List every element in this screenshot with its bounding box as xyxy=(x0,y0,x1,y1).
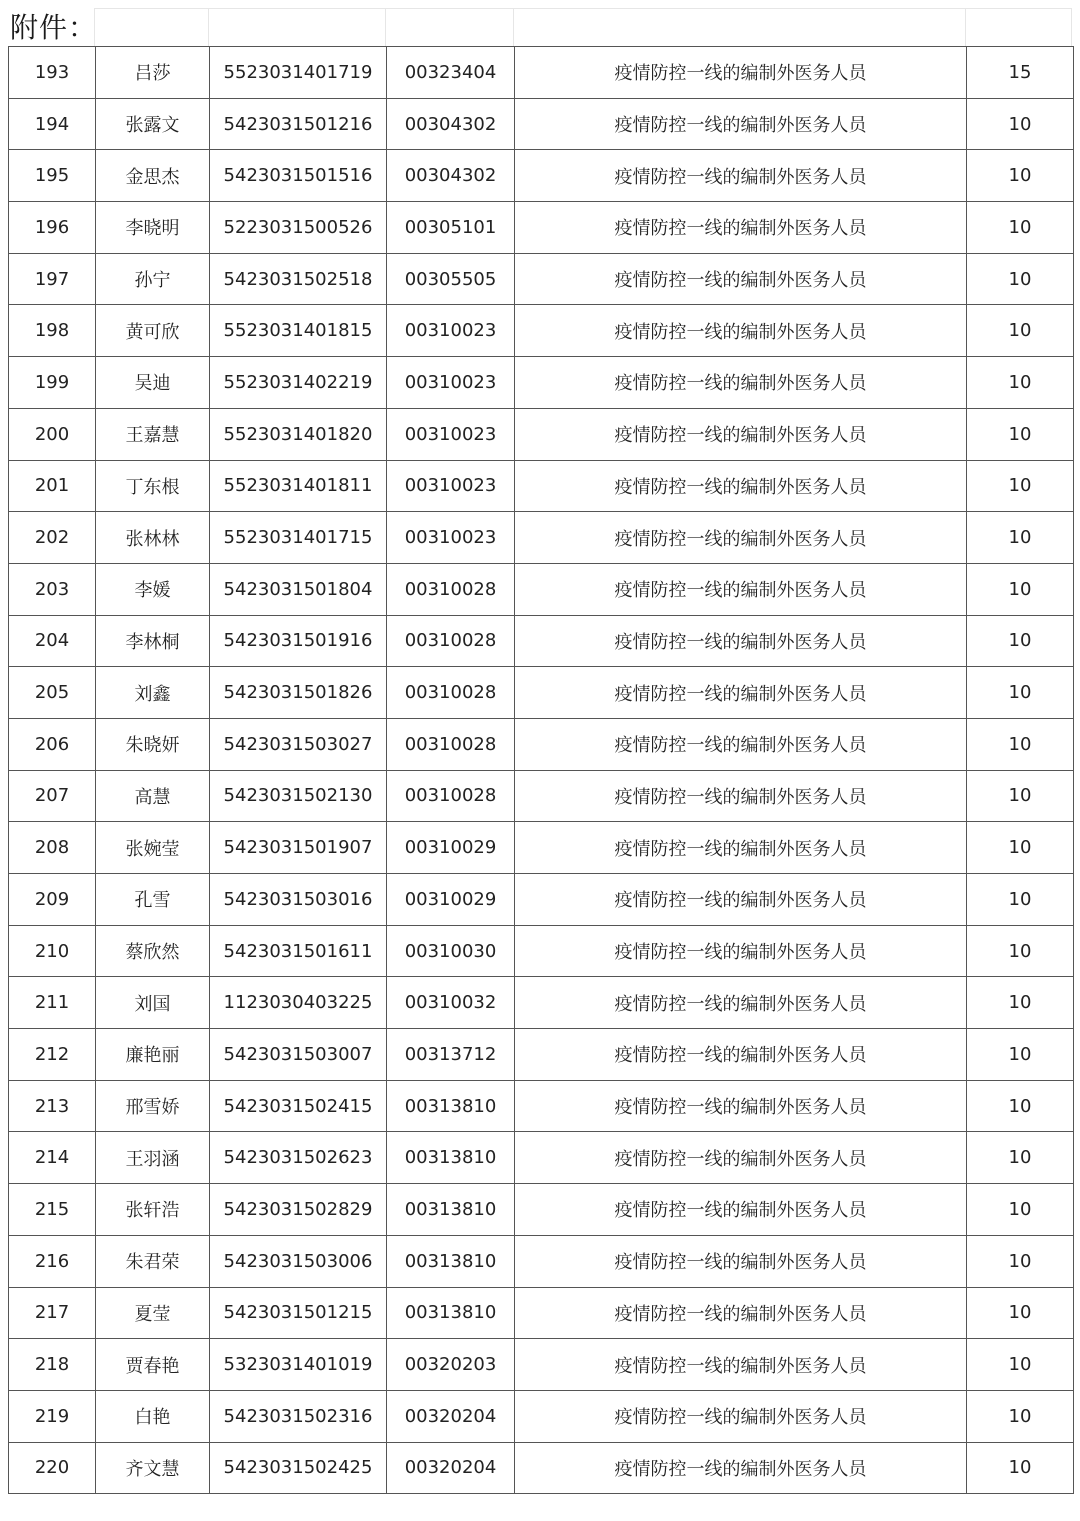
cell-exam-id: 5523031401715 xyxy=(210,512,387,564)
cell-category: 疫情防控一线的编制外医务人员 xyxy=(515,874,967,926)
table-row xyxy=(9,1029,1074,1081)
cell-index: 196 xyxy=(9,202,96,254)
cell-name: 孙宁 xyxy=(96,253,210,305)
table-row xyxy=(9,305,1074,357)
cell-name: 朱君荣 xyxy=(96,1235,210,1287)
cell-name: 李媛 xyxy=(96,563,210,615)
roster-table xyxy=(8,46,1074,1494)
cell-score: 10 xyxy=(967,1184,1074,1236)
cell-index: 210 xyxy=(9,925,96,977)
cell-score: 10 xyxy=(967,563,1074,615)
cell-name: 张露文 xyxy=(96,98,210,150)
cell-score: 10 xyxy=(967,1339,1074,1391)
cell-index: 197 xyxy=(9,253,96,305)
cell-category: 疫情防控一线的编制外医务人员 xyxy=(515,98,967,150)
cell-position-code: 00310028 xyxy=(387,770,515,822)
cell-category: 疫情防控一线的编制外医务人员 xyxy=(515,1390,967,1442)
cell-position-code: 00320203 xyxy=(387,1339,515,1391)
cell-exam-id: 5423031502316 xyxy=(210,1390,387,1442)
cell-position-code: 00304302 xyxy=(387,150,515,202)
cell-index: 219 xyxy=(9,1390,96,1442)
cell-exam-id: 5323031401019 xyxy=(210,1339,387,1391)
cell-category: 疫情防控一线的编制外医务人员 xyxy=(515,357,967,409)
cell-exam-id: 5423031502425 xyxy=(210,1442,387,1494)
cell-score: 10 xyxy=(967,150,1074,202)
table-row xyxy=(9,1442,1074,1494)
cell-index: 209 xyxy=(9,874,96,926)
table-row xyxy=(9,253,1074,305)
cell-name: 刘国 xyxy=(96,977,210,1029)
cell-score: 10 xyxy=(967,98,1074,150)
cell-position-code: 00313810 xyxy=(387,1287,515,1339)
cell-index: 216 xyxy=(9,1235,96,1287)
cell-score: 10 xyxy=(967,202,1074,254)
cell-position-code: 00310028 xyxy=(387,667,515,719)
cell-index: 220 xyxy=(9,1442,96,1494)
cell-score: 10 xyxy=(967,305,1074,357)
cell-score: 10 xyxy=(967,460,1074,512)
cell-index: 208 xyxy=(9,822,96,874)
cell-name: 金思杰 xyxy=(96,150,210,202)
cell-position-code: 00310023 xyxy=(387,408,515,460)
cell-position-code: 00310028 xyxy=(387,718,515,770)
cell-position-code: 00310032 xyxy=(387,977,515,1029)
cell-exam-id: 5523031402219 xyxy=(210,357,387,409)
cell-index: 200 xyxy=(9,408,96,460)
cell-category: 疫情防控一线的编制外医务人员 xyxy=(515,1235,967,1287)
attachment-header xyxy=(8,8,1072,46)
cell-score: 10 xyxy=(967,1442,1074,1494)
cell-category: 疫情防控一线的编制外医务人员 xyxy=(515,1029,967,1081)
cell-category: 疫情防控一线的编制外医务人员 xyxy=(515,150,967,202)
cell-exam-id: 5423031502518 xyxy=(210,253,387,305)
cell-name: 贾春艳 xyxy=(96,1339,210,1391)
cell-index: 201 xyxy=(9,460,96,512)
cell-name: 吴迪 xyxy=(96,357,210,409)
cell-position-code: 00313810 xyxy=(387,1080,515,1132)
cell-score: 10 xyxy=(967,615,1074,667)
cell-name: 王羽涵 xyxy=(96,1132,210,1184)
cell-index: 203 xyxy=(9,563,96,615)
cell-position-code: 00313712 xyxy=(387,1029,515,1081)
cell-score: 10 xyxy=(967,977,1074,1029)
cell-index: 194 xyxy=(9,98,96,150)
cell-name: 齐文慧 xyxy=(96,1442,210,1494)
cell-position-code: 00310028 xyxy=(387,615,515,667)
cell-position-code: 00305505 xyxy=(387,253,515,305)
cell-name: 高慧 xyxy=(96,770,210,822)
cell-category: 疫情防控一线的编制外医务人员 xyxy=(515,1339,967,1391)
table-row xyxy=(9,460,1074,512)
cell-category: 疫情防控一线的编制外医务人员 xyxy=(515,1132,967,1184)
cell-score: 10 xyxy=(967,1132,1074,1184)
table-row xyxy=(9,1339,1074,1391)
table-row xyxy=(9,1287,1074,1339)
cell-exam-id: 5523031401811 xyxy=(210,460,387,512)
table-row xyxy=(9,615,1074,667)
cell-position-code: 00310029 xyxy=(387,822,515,874)
cell-category: 疫情防控一线的编制外医务人员 xyxy=(515,460,967,512)
cell-category: 疫情防控一线的编制外医务人员 xyxy=(515,408,967,460)
cell-category: 疫情防控一线的编制外医务人员 xyxy=(515,977,967,1029)
table-row xyxy=(9,822,1074,874)
cell-index: 218 xyxy=(9,1339,96,1391)
roster-table-body xyxy=(9,47,1074,1494)
cell-score: 10 xyxy=(967,667,1074,719)
cell-position-code: 00323404 xyxy=(387,47,515,99)
cell-category: 疫情防控一线的编制外医务人员 xyxy=(515,253,967,305)
cell-category: 疫情防控一线的编制外医务人员 xyxy=(515,563,967,615)
cell-exam-id: 5423031502829 xyxy=(210,1184,387,1236)
cell-score: 10 xyxy=(967,1080,1074,1132)
cell-name: 邢雪娇 xyxy=(96,1080,210,1132)
table-row xyxy=(9,1235,1074,1287)
cell-category: 疫情防控一线的编制外医务人员 xyxy=(515,822,967,874)
cell-name: 黄可欣 xyxy=(96,305,210,357)
cell-index: 211 xyxy=(9,977,96,1029)
table-row xyxy=(9,202,1074,254)
cell-score: 10 xyxy=(967,1287,1074,1339)
cell-position-code: 00304302 xyxy=(387,98,515,150)
cell-category: 疫情防控一线的编制外医务人员 xyxy=(515,925,967,977)
table-row xyxy=(9,1390,1074,1442)
cell-exam-id: 5223031500526 xyxy=(210,202,387,254)
table-row xyxy=(9,150,1074,202)
cell-score: 10 xyxy=(967,357,1074,409)
table-row xyxy=(9,408,1074,460)
cell-exam-id: 5423031501907 xyxy=(210,822,387,874)
cell-position-code: 00310023 xyxy=(387,460,515,512)
cell-category: 疫情防控一线的编制外医务人员 xyxy=(515,1080,967,1132)
cell-index: 204 xyxy=(9,615,96,667)
cell-name: 王嘉慧 xyxy=(96,408,210,460)
cell-exam-id: 1123030403225 xyxy=(210,977,387,1029)
cell-name: 朱晓妍 xyxy=(96,718,210,770)
cell-category: 疫情防控一线的编制外医务人员 xyxy=(515,718,967,770)
cell-position-code: 00310023 xyxy=(387,305,515,357)
cell-position-code: 00313810 xyxy=(387,1184,515,1236)
cell-score: 10 xyxy=(967,408,1074,460)
cell-position-code: 00310029 xyxy=(387,874,515,926)
cell-index: 214 xyxy=(9,1132,96,1184)
cell-position-code: 00310023 xyxy=(387,512,515,564)
cell-index: 199 xyxy=(9,357,96,409)
cell-score: 10 xyxy=(967,253,1074,305)
cell-score: 10 xyxy=(967,925,1074,977)
cell-category: 疫情防控一线的编制外医务人员 xyxy=(515,202,967,254)
cell-position-code: 00310030 xyxy=(387,925,515,977)
table-row xyxy=(9,1080,1074,1132)
cell-exam-id: 5423031503006 xyxy=(210,1235,387,1287)
cell-position-code: 00320204 xyxy=(387,1442,515,1494)
cell-exam-id: 5423031501516 xyxy=(210,150,387,202)
cell-exam-id: 5423031502130 xyxy=(210,770,387,822)
cell-index: 205 xyxy=(9,667,96,719)
table-row xyxy=(9,718,1074,770)
table-row xyxy=(9,1184,1074,1236)
cell-position-code: 00313810 xyxy=(387,1132,515,1184)
cell-score: 10 xyxy=(967,1235,1074,1287)
cell-score: 10 xyxy=(967,1029,1074,1081)
cell-name: 李林桐 xyxy=(96,615,210,667)
cell-name: 吕莎 xyxy=(96,47,210,99)
cell-name: 蔡欣然 xyxy=(96,925,210,977)
cell-exam-id: 5523031401719 xyxy=(210,47,387,99)
header-faint-gridlines xyxy=(8,8,1072,46)
table-row xyxy=(9,563,1074,615)
cell-category: 疫情防控一线的编制外医务人员 xyxy=(515,770,967,822)
cell-category: 疫情防控一线的编制外医务人员 xyxy=(515,1184,967,1236)
cell-name: 夏莹 xyxy=(96,1287,210,1339)
cell-score: 10 xyxy=(967,512,1074,564)
cell-exam-id: 5423031503007 xyxy=(210,1029,387,1081)
cell-category: 疫情防控一线的编制外医务人员 xyxy=(515,615,967,667)
cell-exam-id: 5423031502623 xyxy=(210,1132,387,1184)
table-row xyxy=(9,357,1074,409)
cell-name: 张轩浩 xyxy=(96,1184,210,1236)
cell-score: 10 xyxy=(967,1390,1074,1442)
table-row xyxy=(9,98,1074,150)
table-row xyxy=(9,874,1074,926)
cell-exam-id: 5423031501611 xyxy=(210,925,387,977)
cell-name: 张婉莹 xyxy=(96,822,210,874)
cell-score: 10 xyxy=(967,822,1074,874)
cell-exam-id: 5423031501215 xyxy=(210,1287,387,1339)
cell-index: 212 xyxy=(9,1029,96,1081)
cell-index: 198 xyxy=(9,305,96,357)
cell-name: 廉艳丽 xyxy=(96,1029,210,1081)
cell-index: 217 xyxy=(9,1287,96,1339)
cell-score: 15 xyxy=(967,47,1074,99)
cell-position-code: 00305101 xyxy=(387,202,515,254)
cell-exam-id: 5423031503016 xyxy=(210,874,387,926)
cell-index: 215 xyxy=(9,1184,96,1236)
cell-category: 疫情防控一线的编制外医务人员 xyxy=(515,1287,967,1339)
table-row xyxy=(9,925,1074,977)
cell-exam-id: 5423031503027 xyxy=(210,718,387,770)
table-row xyxy=(9,977,1074,1029)
cell-category: 疫情防控一线的编制外医务人员 xyxy=(515,305,967,357)
cell-name: 李晓明 xyxy=(96,202,210,254)
cell-exam-id: 5423031502415 xyxy=(210,1080,387,1132)
cell-position-code: 00320204 xyxy=(387,1390,515,1442)
cell-category: 疫情防控一线的编制外医务人员 xyxy=(515,667,967,719)
cell-exam-id: 5423031501804 xyxy=(210,563,387,615)
cell-name: 张林林 xyxy=(96,512,210,564)
cell-score: 10 xyxy=(967,770,1074,822)
cell-score: 10 xyxy=(967,718,1074,770)
cell-index: 193 xyxy=(9,47,96,99)
table-row xyxy=(9,667,1074,719)
table-row xyxy=(9,1132,1074,1184)
cell-category: 疫情防控一线的编制外医务人员 xyxy=(515,47,967,99)
cell-name: 丁东根 xyxy=(96,460,210,512)
cell-exam-id: 5523031401820 xyxy=(210,408,387,460)
cell-exam-id: 5423031501826 xyxy=(210,667,387,719)
cell-category: 疫情防控一线的编制外医务人员 xyxy=(515,1442,967,1494)
attachment-label: 附件： xyxy=(10,11,98,44)
cell-index: 207 xyxy=(9,770,96,822)
table-row xyxy=(9,512,1074,564)
cell-index: 195 xyxy=(9,150,96,202)
cell-name: 刘鑫 xyxy=(96,667,210,719)
cell-category: 疫情防控一线的编制外医务人员 xyxy=(515,512,967,564)
table-row xyxy=(9,770,1074,822)
cell-exam-id: 5523031401815 xyxy=(210,305,387,357)
cell-index: 213 xyxy=(9,1080,96,1132)
cell-position-code: 00310023 xyxy=(387,357,515,409)
cell-exam-id: 5423031501916 xyxy=(210,615,387,667)
cell-index: 206 xyxy=(9,718,96,770)
cell-name: 孔雪 xyxy=(96,874,210,926)
cell-index: 202 xyxy=(9,512,96,564)
cell-exam-id: 5423031501216 xyxy=(210,98,387,150)
cell-name: 白艳 xyxy=(96,1390,210,1442)
table-row xyxy=(9,47,1074,99)
cell-score: 10 xyxy=(967,874,1074,926)
cell-position-code: 00313810 xyxy=(387,1235,515,1287)
cell-position-code: 00310028 xyxy=(387,563,515,615)
